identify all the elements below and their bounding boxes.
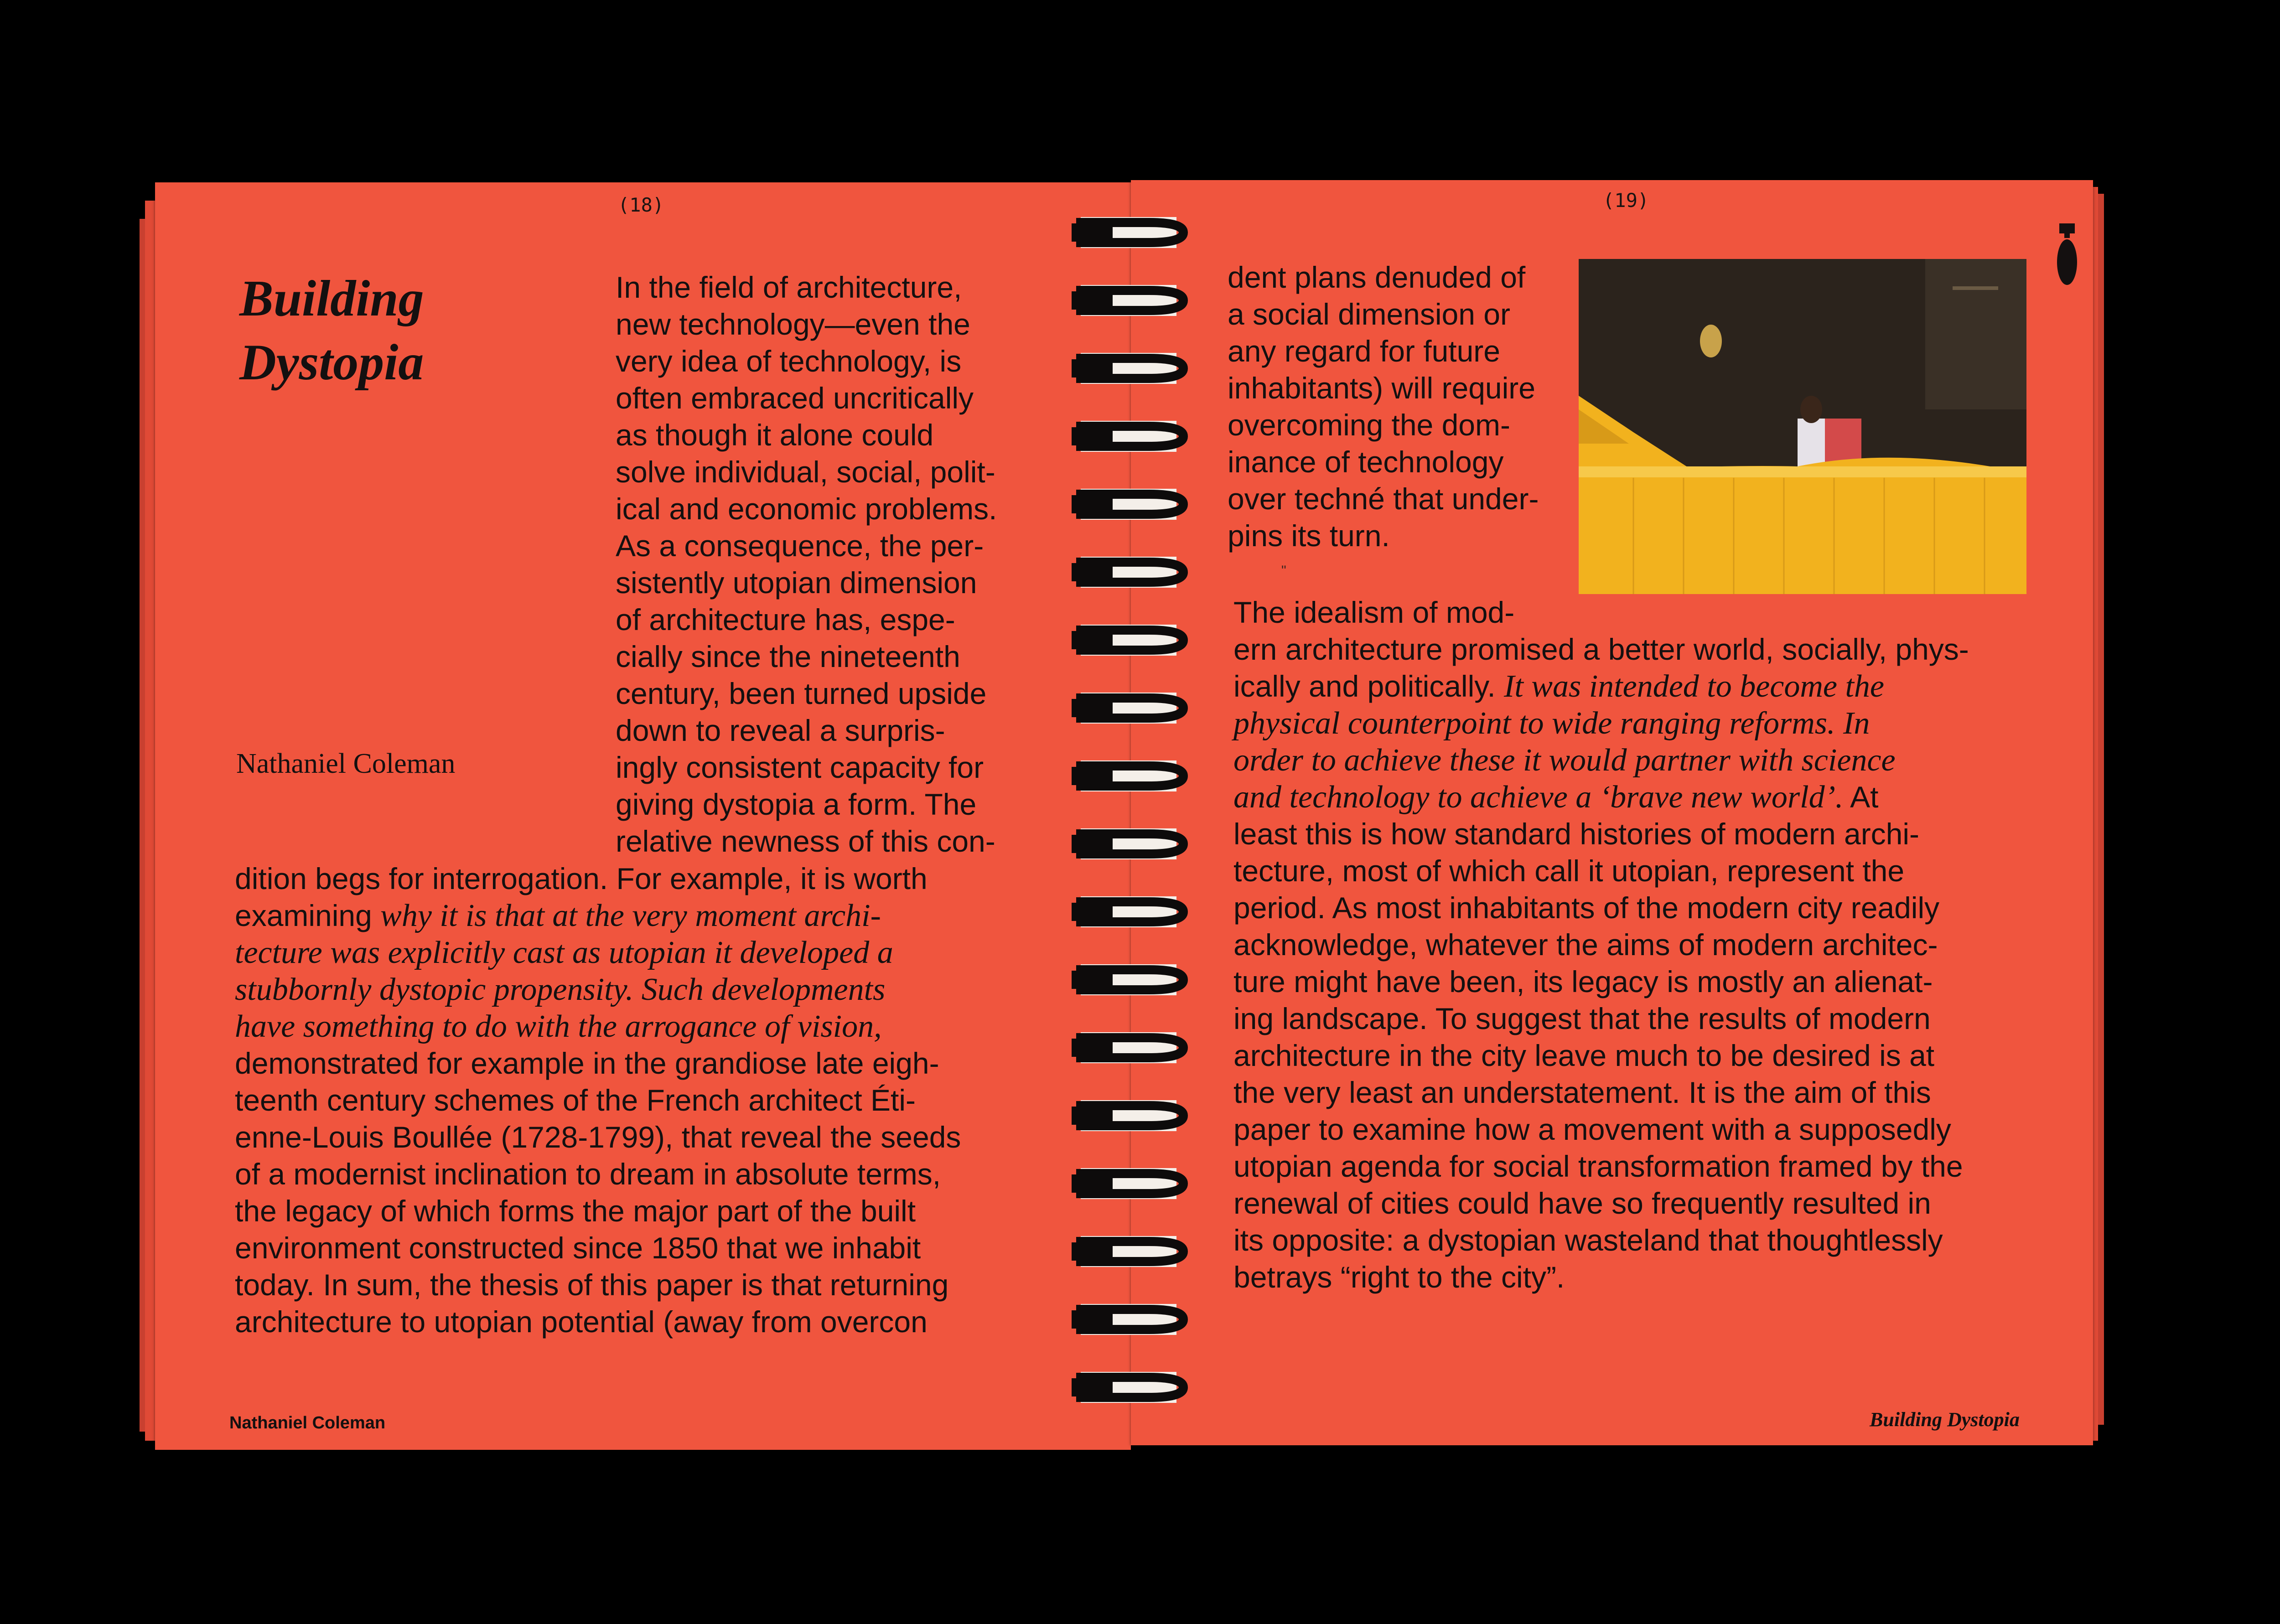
text-line — [235, 1082, 961, 1119]
spiral-coil — [1072, 826, 1190, 862]
roman-text: At — [1843, 780, 1879, 814]
italic-text: stubbornly dystopic propensity. Such developments — [235, 972, 886, 1007]
right-body-text — [1233, 594, 1969, 1296]
text-line — [1233, 1222, 1969, 1259]
text-line: inance of technology — [1228, 445, 1504, 479]
spiral-coil — [1072, 1369, 1190, 1406]
text-line: a social dimension or — [1228, 297, 1510, 331]
roman-text: enne-Louis Boullée (1728-1799), that reveal the seeds — [235, 1120, 961, 1154]
roman-text: ern architecture promised a better world, socially, phys- — [1233, 632, 1969, 666]
spiral-coil — [1072, 486, 1190, 522]
roman-text: The idealism of mod- — [1233, 595, 1515, 629]
text-line — [1233, 1037, 1969, 1074]
text-line — [1233, 1074, 1969, 1111]
title-line: Dystopia — [239, 334, 424, 391]
right-top-column — [1228, 259, 1539, 554]
roman-text: acknowledge, whatever the aims of modern architec- — [1233, 928, 1938, 962]
spiral-coil — [1072, 1301, 1190, 1338]
roman-text: utopian agenda for social transformation framed by the — [1233, 1149, 1963, 1183]
roman-text: its opposite: a dystopian wasteland that thoughtlessly — [1233, 1223, 1943, 1257]
roman-text: ically and politically. — [1233, 669, 1504, 703]
text-line — [1233, 1185, 1969, 1222]
text-line — [1233, 1111, 1969, 1148]
roman-text: least this is how standard histories of modern archi- — [1233, 817, 1920, 851]
text-line — [1233, 631, 1969, 668]
roman-text: the legacy of which forms the major part of the built — [235, 1194, 916, 1228]
stray-mark: " — [1281, 563, 1286, 578]
roman-text: tecture, most of which call it utopian, represent the — [1233, 854, 1905, 888]
text-line — [1233, 1000, 1969, 1037]
text-line — [1233, 963, 1969, 1000]
text-line — [235, 897, 961, 934]
spiral-coil — [1072, 554, 1190, 590]
text-line — [1233, 742, 1969, 779]
italic-text: tecture was explicitly cast as utopian it developed a — [235, 935, 893, 970]
photo-yellow-balcony — [1579, 259, 2026, 594]
roman-text: architecture in the city leave much to be desired is at — [1233, 1039, 1935, 1072]
text-line — [235, 1156, 961, 1193]
text-line: down to reveal a surpris- — [616, 714, 945, 747]
text-line — [1233, 668, 1969, 705]
text-line — [235, 1267, 961, 1303]
text-line — [235, 934, 961, 971]
text-line — [1233, 1259, 1969, 1296]
text-line — [1233, 1148, 1969, 1185]
text-line: cially since the nineteenth — [616, 640, 960, 673]
text-line — [1233, 705, 1969, 742]
spiral-binding — [1072, 214, 1190, 1422]
text-line: ical and economic problems. — [616, 492, 997, 526]
text-line: giving dystopia a form. The — [616, 787, 977, 821]
left-body-text — [235, 860, 961, 1340]
text-line — [1233, 926, 1969, 963]
roman-text: of a modernist inclination to dream in absolute terms, — [235, 1157, 941, 1191]
text-line — [235, 1045, 961, 1082]
roman-text: betrays “right to the city”. — [1233, 1260, 1565, 1294]
spiral-coil — [1072, 282, 1190, 319]
text-line — [1233, 853, 1969, 890]
spiral-coil — [1072, 894, 1190, 930]
roman-text: teenth century schemes of the French architect Éti- — [235, 1083, 916, 1117]
page-number-right: (19) — [1603, 189, 1649, 212]
text-line — [235, 971, 961, 1008]
title-line: Building — [239, 270, 424, 327]
text-line: As a consequence, the per- — [616, 529, 984, 563]
text-line: as though it alone could — [616, 418, 934, 452]
spiral-coil — [1072, 1233, 1190, 1270]
footer-title: Building Dystopia — [1870, 1408, 2020, 1431]
spiral-coil — [1072, 622, 1190, 658]
spiral-coil — [1072, 1165, 1190, 1202]
roman-text: ing landscape. To suggest that the results of modern — [1233, 1002, 1931, 1035]
text-line — [235, 860, 961, 897]
text-line: of architecture has, espe- — [616, 603, 955, 636]
spiral-coil — [1072, 214, 1190, 251]
text-line — [1233, 890, 1969, 926]
text-line — [1233, 816, 1969, 853]
text-line: solve individual, social, polit- — [616, 455, 995, 489]
roman-text: environment constructed since 1850 that we inhabit — [235, 1231, 921, 1265]
text-line: any regard for future — [1228, 334, 1500, 368]
text-line: sistently utopian dimension — [616, 566, 977, 600]
text-line: new technology—even the — [616, 307, 970, 341]
roman-text: renewal of cities could have so frequently resulted in — [1233, 1186, 1931, 1220]
page-number-left: (18) — [618, 194, 664, 216]
text-line: dent plans denuded of — [1228, 260, 1526, 294]
roman-text: ture might have been, its legacy is mostly an alienat- — [1233, 965, 1933, 998]
spiral-coil — [1072, 1097, 1190, 1134]
text-line: very idea of technology, is — [616, 344, 962, 378]
roman-text: demonstrated for example in the grandiose late eigh- — [235, 1046, 939, 1080]
text-line: inhabitants) will require — [1228, 371, 1535, 405]
text-line — [235, 1303, 961, 1340]
text-line: century, been turned upside — [616, 677, 987, 710]
text-line: ingly consistent capacity for — [616, 750, 984, 784]
spiral-coil — [1072, 690, 1190, 726]
text-line: pins its turn. — [1228, 519, 1390, 553]
roman-text: paper to examine how a movement with a supposedly — [1233, 1112, 1951, 1146]
footer-author: Nathaniel Coleman — [229, 1413, 386, 1433]
text-line — [1233, 594, 1969, 631]
text-line — [1233, 779, 1969, 816]
spiral-coil — [1072, 350, 1190, 387]
intro-column — [616, 269, 997, 860]
author-name: Nathaniel Coleman — [236, 748, 456, 779]
italic-text: have something to do with the arrogance of vision, — [235, 1009, 882, 1044]
text-line: relative newness of this con- — [616, 824, 995, 858]
text-line: In the field of architecture, — [616, 270, 962, 304]
roman-text: architecture to utopian potential (away from overcon — [235, 1305, 928, 1339]
text-line — [235, 1119, 961, 1156]
text-line — [235, 1193, 961, 1230]
italic-text: physical counterpoint to wide ranging reforms. In — [1233, 706, 1870, 741]
page-stack-edge-right — [2098, 194, 2104, 1425]
italic-text: why it is that at the very moment archi- — [380, 898, 881, 933]
spiral-coil — [1072, 962, 1190, 998]
spiral-coil — [1072, 1029, 1190, 1066]
roman-text: dition begs for interrogation. For example, it is worth — [235, 862, 928, 895]
bomb-icon — [2056, 223, 2078, 285]
text-line: over techné that under- — [1228, 482, 1539, 516]
roman-text: the very least an understatement. It is the aim of this — [1233, 1076, 1931, 1109]
italic-text: order to achieve these it would partner with science — [1233, 743, 1896, 778]
text-line — [235, 1008, 961, 1045]
article-title — [239, 267, 424, 394]
roman-text: examining — [235, 899, 381, 932]
italic-text: It was intended to become the — [1504, 669, 1884, 704]
italic-text: and technology to achieve a ‘brave new world’. — [1233, 780, 1844, 815]
roman-text: period. As most inhabitants of the modern city readily — [1233, 891, 1940, 925]
spiral-coil — [1072, 758, 1190, 794]
text-line: overcoming the dom- — [1228, 408, 1510, 442]
text-line — [235, 1230, 961, 1267]
roman-text: today. In sum, the thesis of this paper is that returning — [235, 1268, 949, 1302]
text-line: often embraced uncritically — [616, 381, 974, 415]
spiral-coil — [1072, 418, 1190, 455]
